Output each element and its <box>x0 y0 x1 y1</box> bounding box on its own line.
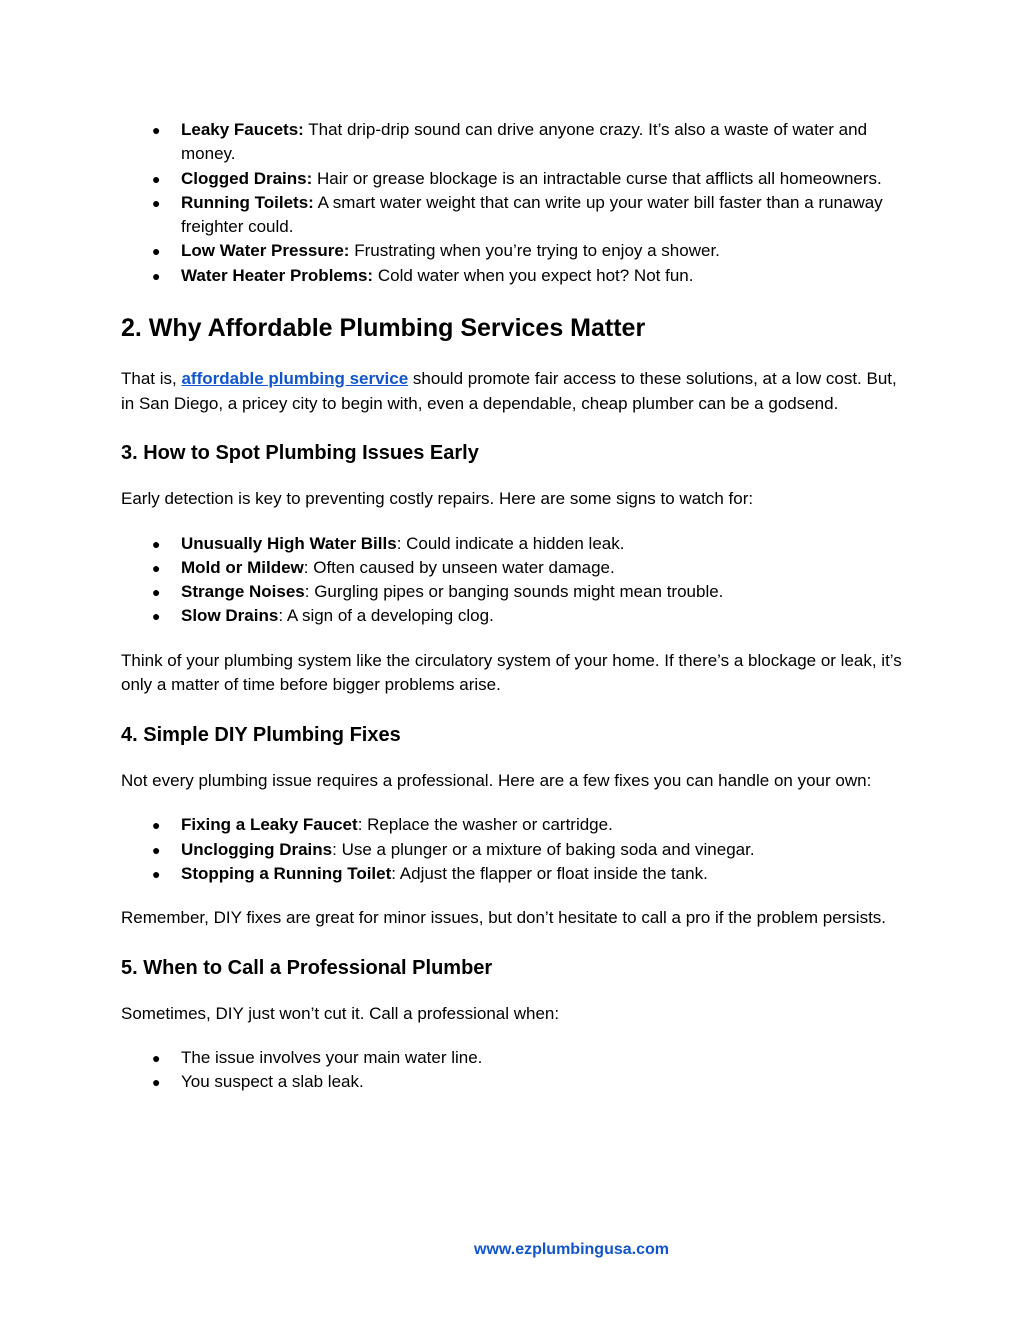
section-4-outro: Remember, DIY fixes are great for minor issues, but don’t hesitate to call a pro if the problem persists. <box>121 908 887 928</box>
section-4-intro: Not every plumbing issue requires a professional. Here are a few fixes you can handle on your own: <box>121 770 872 790</box>
bullet-icon: ● <box>152 608 161 625</box>
section-2-paragraph <box>121 367 911 416</box>
bullet-icon: ● <box>152 1050 161 1067</box>
list-item-term: Low Water Pressure: <box>181 241 350 261</box>
list-item-desc: A smart water weight that can write up your water bill faster than a runaway freighter could. <box>181 192 883 237</box>
bullet-icon: ● <box>152 865 161 882</box>
list-item-desc: Cold water when you expect hot? Not fun. <box>373 265 694 285</box>
list-item-desc: : A sign of a developing clog. <box>278 606 494 626</box>
common-problems-list <box>121 118 911 288</box>
list-item-desc: : Could indicate a hidden leak. <box>396 533 625 553</box>
warning-signs-list <box>121 532 911 629</box>
bullet-icon: ● <box>152 1074 161 1091</box>
bullet-icon: ● <box>152 559 161 576</box>
list-item-text: The issue involves your main water line. <box>181 1048 483 1068</box>
list-item-term: Clogged Drains: <box>181 168 313 188</box>
list-item <box>121 1046 911 1070</box>
list-item <box>121 838 911 862</box>
list-item-desc: : Use a plunger or a mixture of baking soda and vinegar. <box>332 839 755 859</box>
section-3-intro: Early detection is key to preventing costly repairs. Here are some signs to watch for: <box>121 489 754 509</box>
bullet-icon: ● <box>152 243 161 260</box>
list-item <box>121 580 911 604</box>
footer-website-link[interactable]: www.ezplumbingusa.com <box>474 1241 669 1258</box>
list-item-desc: : Often caused by unseen water damage. <box>303 557 615 577</box>
list-item <box>121 264 911 288</box>
bullet-icon: ● <box>152 267 161 284</box>
affordable-plumbing-service-link[interactable]: affordable plumbing service <box>181 369 409 389</box>
bullet-icon: ● <box>152 122 161 138</box>
list-item-term: Running Toilets: <box>181 192 314 212</box>
paragraph-text: That is, <box>121 369 182 389</box>
section-5-heading: 5. When to Call a Professional Plumber <box>121 956 493 979</box>
section-3-heading: 3. How to Spot Plumbing Issues Early <box>121 442 479 465</box>
list-item-term: Strange Noises <box>181 582 305 602</box>
bullet-icon: ● <box>152 584 161 601</box>
section-3-outro: Think of your plumbing system like the circulatory system of your home. If there’s a blockage or leak, it’s only a matter of time before bigger problems arise. <box>121 650 902 695</box>
list-item-term: Stopping a Running Toilet <box>181 863 392 883</box>
list-item-term: Unclogging Drains <box>181 839 333 859</box>
bullet-icon: ● <box>152 841 161 858</box>
section-4-heading: 4. Simple DIY Plumbing Fixes <box>121 723 401 746</box>
bullet-icon: ● <box>152 535 161 552</box>
list-item-desc: : Replace the washer or cartridge. <box>357 815 613 835</box>
list-item-text: You suspect a slab leak. <box>181 1072 364 1092</box>
section-2-heading: 2. Why Affordable Plumbing Services Matter <box>121 314 646 343</box>
list-item <box>121 813 911 837</box>
bullet-icon: ● <box>152 817 161 834</box>
list-item <box>121 862 911 886</box>
list-item-term: Water Heater Problems: <box>181 265 374 285</box>
bullet-icon: ● <box>152 170 161 187</box>
list-item-desc: That drip-drip sound can drive anyone crazy. It’s also a waste of water and money. <box>181 120 868 164</box>
list-item <box>121 604 911 628</box>
list-item <box>121 532 911 556</box>
diy-fixes-list <box>121 813 911 886</box>
list-item <box>121 118 911 167</box>
document-body <box>121 118 911 1095</box>
list-item <box>121 1070 911 1094</box>
list-item-term: Fixing a Leaky Faucet <box>181 815 358 835</box>
list-item-desc: Hair or grease blockage is an intractable curse that afflicts all homeowners. <box>312 168 882 188</box>
list-item-term: Leaky Faucets: <box>181 120 304 139</box>
list-item-term: Mold or Mildew <box>181 557 304 577</box>
list-item-desc: : Gurgling pipes or banging sounds might mean trouble. <box>304 582 724 602</box>
bullet-icon: ● <box>152 194 161 211</box>
list-item <box>121 239 911 263</box>
call-pro-list <box>121 1046 911 1095</box>
page-footer <box>0 1241 1024 1259</box>
list-item-term: Slow Drains <box>181 606 279 626</box>
list-item-desc: : Adjust the flapper or float inside the tank. <box>391 863 708 883</box>
section-5-intro: Sometimes, DIY just won’t cut it. Call a professional when: <box>121 1003 560 1023</box>
list-item <box>121 191 911 240</box>
paragraph-text: should promote fair access to these solutions, at a low cost. But, in San Diego, a pricey city to begin with, even a dependable, cheap plumber can be a godsend. <box>121 369 897 413</box>
list-item-term: Unusually High Water Bills <box>181 533 397 553</box>
list-item <box>121 167 911 191</box>
list-item-desc: Frustrating when you’re trying to enjoy a shower. <box>349 241 720 261</box>
list-item <box>121 556 911 580</box>
